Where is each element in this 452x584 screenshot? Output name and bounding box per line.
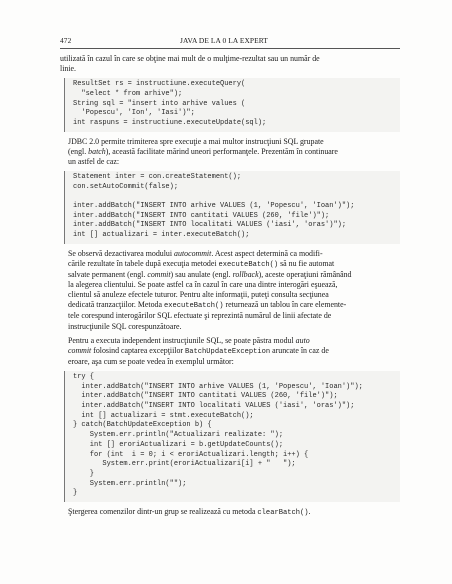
- text-run: ) sau anulate (engl.: [170, 270, 233, 280]
- body-paragraph: [60, 336, 400, 367]
- code-line: inter.addBatch("INSERT INTO localitati VALUES ('iasi', 'oras')");: [73, 402, 355, 411]
- paragraph-line: [60, 311, 400, 321]
- text-run: la alegerea clientului. Se poate astfel ca în cazul în care una dintre interogări eşuează,: [68, 280, 338, 290]
- text-run: să nu fie automat: [278, 258, 335, 268]
- body-paragraph: [60, 54, 400, 74]
- body-paragraph: [60, 507, 400, 518]
- page-number: 472: [60, 36, 72, 45]
- code-line: "select * from arhive");: [73, 89, 183, 98]
- text-run: Pentru a executa independent instrucţiunile SQL, se poate păstra modul: [68, 335, 296, 345]
- inline-code: executeBatch(): [218, 260, 279, 269]
- inline-code: BatchUpdateException: [185, 347, 271, 356]
- italic-term: autocommit: [174, 248, 212, 258]
- code-line: 'Popescu', 'Ion', 'Iasi')";: [73, 109, 195, 118]
- text-run: tele corespund interogărilor SQL efectuate şi reprezintă numărul de linii afectate de: [68, 311, 332, 321]
- code-line: int [] actualizari = stmt.executeBatch();: [73, 411, 254, 420]
- paragraph-line: [60, 64, 400, 74]
- code-line: String sql = "insert into arhive values (: [73, 99, 246, 108]
- paragraph-line: [60, 290, 400, 300]
- code-line: int [] eroriActualizari = b.getUpdateCounts();: [73, 440, 284, 449]
- text-run: ), această facilitate mărind uneori performanţele. Prezentăm în continuare: [105, 146, 338, 156]
- text-run: linie.: [60, 64, 76, 74]
- paragraph-line: [60, 507, 400, 518]
- paragraph-line: [60, 147, 400, 157]
- paragraph-line: [60, 357, 400, 367]
- paragraph-line: [60, 157, 400, 167]
- text-run: JDBC 2.0 permite trimiterea spre execuţie a mai multor instrucţiuni SQL grupate: [68, 136, 324, 146]
- paragraph-line: [60, 54, 400, 64]
- paragraph-line: [60, 270, 400, 280]
- inline-code: clearBatch(): [257, 509, 309, 518]
- code-line: System.err.print(eroriActualizari[i] + " ");: [73, 460, 296, 469]
- text-run: un astfel de caz:: [68, 156, 120, 166]
- italic-term: commit: [147, 270, 171, 280]
- page-body: [60, 54, 400, 522]
- code-listing: [64, 371, 400, 502]
- header-rule: [60, 48, 400, 49]
- code-listing: [64, 171, 400, 244]
- text-run: Se observă dezactivarea modului: [68, 248, 175, 258]
- paragraph-line: [60, 249, 400, 259]
- text-run: (engl.: [68, 146, 89, 156]
- text-run: dedicată tranzacţiilor. Metoda: [68, 300, 164, 310]
- text-run: .: [308, 507, 311, 517]
- code-line: Statement inter = con.createStatement();: [73, 172, 242, 181]
- text-run: returnează un tablou în care elemente-: [223, 300, 347, 310]
- code-line: int raspuns = instructiune.executeUpdate(sql);: [73, 119, 267, 127]
- code-line: inter.addBatch("INSERT INTO localitati VALUES ('iasi', 'oras')");: [73, 221, 347, 230]
- text-run: cările rezultate în tabele după execuţia metodei: [68, 258, 219, 268]
- text-run: salvate permanent (engl.: [68, 270, 148, 280]
- text-run: . Acest aspect determină ca modifi-: [211, 248, 323, 258]
- italic-term: batch: [88, 146, 106, 156]
- body-paragraph: [60, 137, 400, 167]
- paragraph-line: [60, 280, 400, 290]
- text-run: folosind captarea excepţiilor: [91, 345, 186, 355]
- code-line: [73, 192, 400, 202]
- italic-term: auto: [295, 335, 310, 345]
- code-line: inter.addBatch("INSERT INTO arhive VALUES (1, 'Popescu', 'Ioan')");: [73, 382, 363, 391]
- code-line: inter.addBatch("INSERT INTO arhive VALUES (1, 'Popescu', 'Ioan')");: [73, 202, 355, 211]
- text-run: ), aceste operaţiuni rămânând: [258, 270, 352, 280]
- code-line: } catch(BatchUpdateException b) {: [73, 421, 212, 430]
- paragraph-line: [60, 300, 400, 311]
- running-header: [60, 36, 400, 48]
- text-run: utilizată în cazul în care se obţine mai mult de o mulţime-rezultat sau un număr de: [60, 54, 320, 63]
- code-line: }: [73, 469, 95, 478]
- text-run: aruncate în caz de: [270, 345, 329, 355]
- code-line: int [] actualizari = inter.executeBatch();: [73, 231, 250, 240]
- code-line: System.err.println("");: [73, 479, 187, 488]
- inline-code: executeBatch(): [163, 302, 224, 311]
- running-title: JAVA DE LA 0 LA EXPERT: [180, 36, 268, 45]
- code-line: inter.addBatch("INSERT INTO cantitati VALUES (260, 'file')");: [73, 392, 338, 401]
- body-paragraph: [60, 249, 400, 332]
- code-listing: [64, 78, 400, 132]
- text-run: instrucţiunile SQL corespunzătoare.: [68, 321, 182, 331]
- code-line: con.setAutoCommit(false);: [73, 182, 179, 191]
- code-line: System.err.println("Actualizari realizate: ");: [73, 431, 284, 440]
- italic-term: rollback: [232, 270, 259, 280]
- paragraph-line: [60, 137, 400, 147]
- code-line: }: [73, 489, 78, 498]
- italic-term: commit: [68, 345, 92, 355]
- text-run: Ştergerea comenzilor dintr-un grup se realizează cu metoda: [68, 507, 258, 517]
- code-line: ResultSet rs = instructiune.executeQuery(: [73, 80, 246, 89]
- code-line: for (int i = 0; i < eroriActualizari.length; i++) {: [73, 450, 309, 459]
- paragraph-line: [60, 259, 400, 270]
- text-run: clientul să anuleze efectele tuturor. Pentru alte informaţii, puteţi consulta secţiunea: [68, 290, 329, 300]
- code-line: try {: [73, 372, 95, 381]
- paragraph-line: [60, 346, 400, 357]
- text-run: eroare, aşa cum se poate vedea în exemplul următor:: [68, 356, 234, 366]
- paragraph-line: [60, 336, 400, 346]
- paragraph-line: [60, 322, 400, 332]
- code-line: inter.addBatch("INSERT INTO cantitati VALUES (260, 'file')");: [73, 211, 330, 220]
